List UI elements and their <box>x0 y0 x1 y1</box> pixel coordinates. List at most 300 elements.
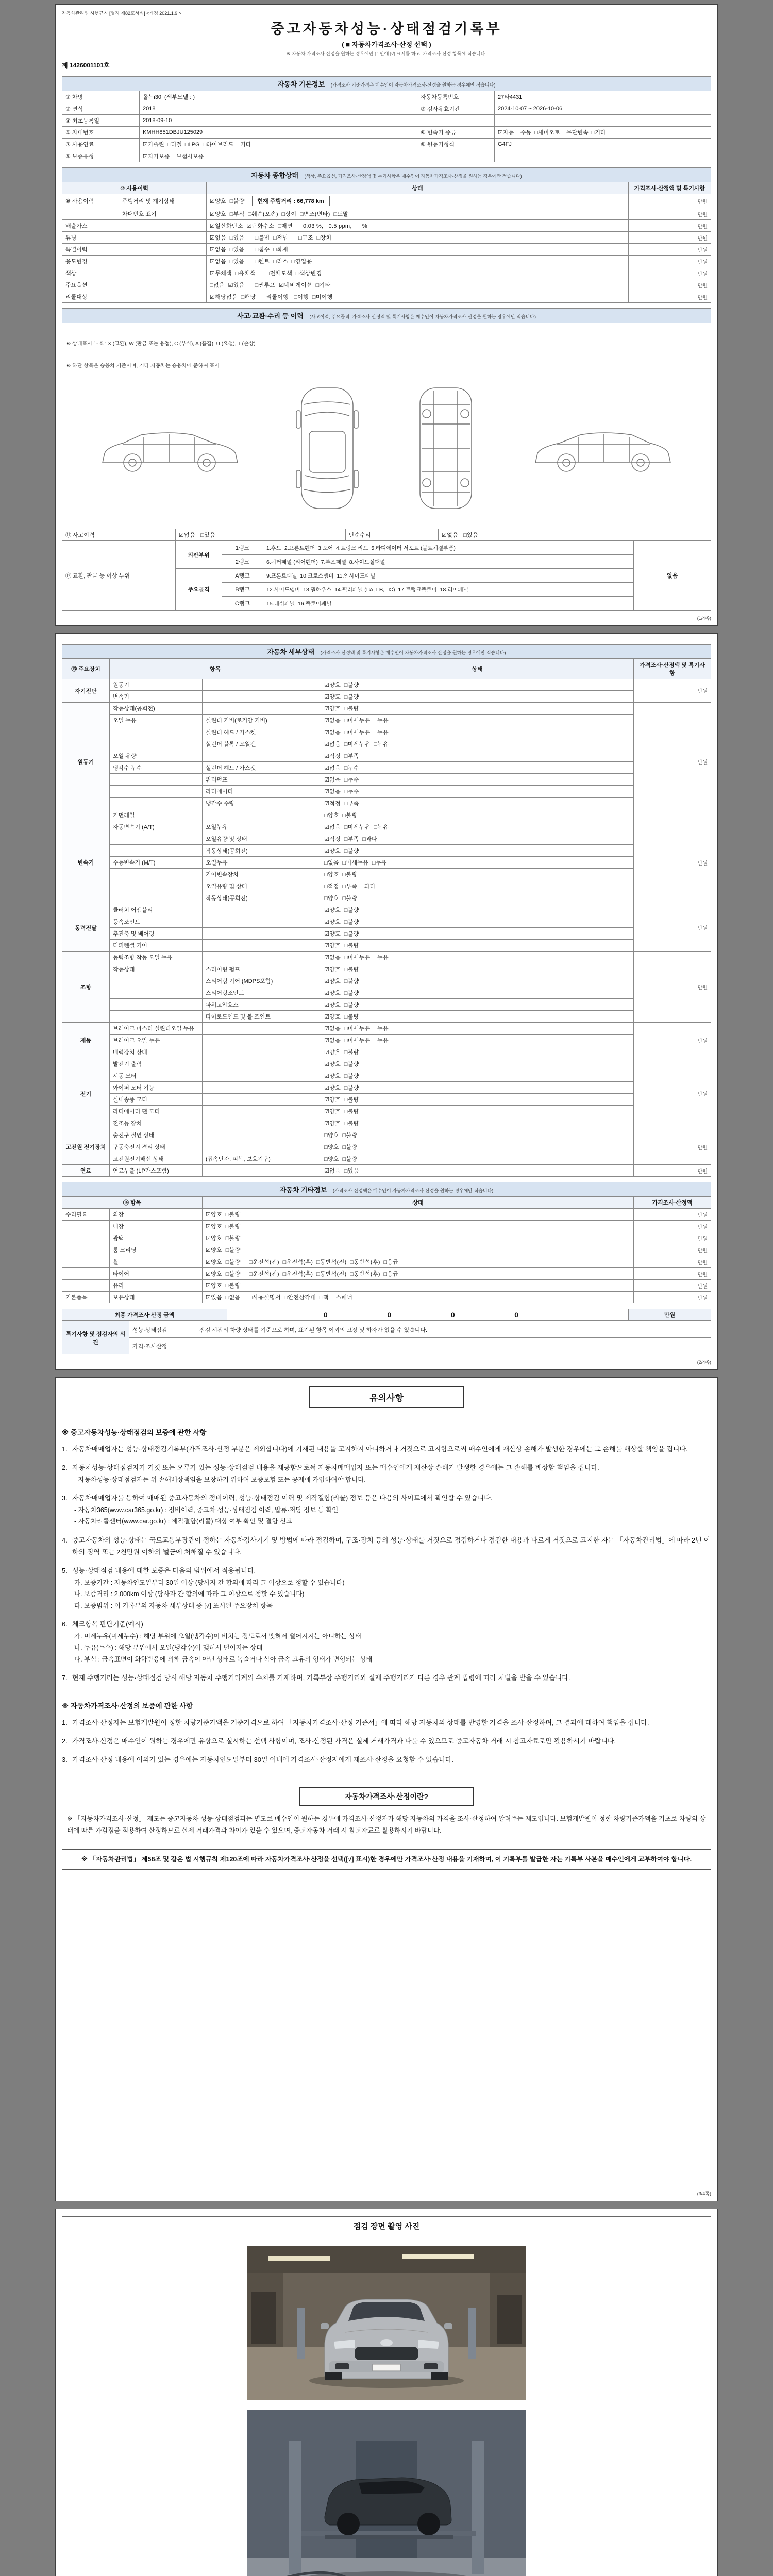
table-row <box>62 139 711 150</box>
table-row <box>110 916 634 928</box>
item-label: 구동축전지 격리 상태 <box>110 1141 203 1153</box>
notice-item-text: 자동차매매업자는 성능·상태점검기록부(가격조사·산정 부분은 제외합니다)에 기재된 내용을 고지하지 아니하거나 거짓으로 고지함으로써 매수인에게 재산상 손해가 발생한 경우에는 그 손해를 배상할 책임을 집니다. <box>72 1445 688 1453</box>
part-label: 작동상태(공회전) <box>203 892 321 904</box>
car-diagram-top-body <box>289 384 366 513</box>
field-value: G4FJ <box>495 139 711 150</box>
table-row <box>62 256 711 267</box>
status-cell: ☑양호 □불량 <box>321 1046 634 1058</box>
part-label: 실린더 커버(로커암 커버) <box>203 715 321 726</box>
accident-history-label: ⑪ 사고이력 <box>62 529 176 541</box>
category-label: 기본품목 <box>62 1292 110 1303</box>
status-cell <box>207 194 629 208</box>
device-group <box>62 1023 711 1058</box>
notice-item-text: 가격조사·산정은 매수인이 원하는 경우에만 유상으로 실시하는 선택 사항이며, 조사·산정된 가격은 실제 거래가격과 다를 수 있으므로 중고자동차 거래 시 참고자료로만 활용하시기 바랍니다. <box>72 1737 616 1745</box>
part-label <box>203 679 321 691</box>
notice-section1-title: ※ 중고자동차성능·상태점검의 보증에 관한 사항 <box>62 1429 207 1436</box>
device-group <box>62 703 711 821</box>
checkbox-group: ☑무채색 □유채색 □전체도색 □색상변경 <box>210 270 322 277</box>
category-label: 배출가스 <box>62 220 119 232</box>
rank-parts: 12.사이드멤버 13.휠하우스 14.필러패널 (□A, □B, □C) 17.트렁크플로어 18.리어패널 <box>263 583 634 597</box>
section-etc-note: (가격조사·산정액은 매수인이 자동차가격조사·산정을 원하는 경우에만 적습니다) <box>332 1188 494 1193</box>
status-cell: ☑적정 □부족 <box>321 750 634 762</box>
part-label <box>203 691 321 703</box>
item-label: 커먼레일 <box>110 809 203 821</box>
exchange-group-column <box>176 541 222 611</box>
table-row <box>62 232 711 244</box>
item-label: 오일 누유 <box>110 715 203 726</box>
item-label <box>110 845 203 857</box>
device-items <box>110 904 634 952</box>
table-row <box>62 1268 711 1280</box>
field-label: ② 연식 <box>62 103 140 115</box>
item-label: 고전원전기배선 상태 <box>110 1153 203 1165</box>
device-name: 고전원 전기장치 <box>62 1129 110 1165</box>
status-cell: ☑양호 □불량 <box>203 1280 634 1292</box>
category-label <box>62 1268 110 1280</box>
part-label: 실린더 블록 / 오일팬 <box>203 738 321 750</box>
part-label <box>203 1141 321 1153</box>
item-label: 타이어 <box>110 1268 203 1280</box>
table-row <box>110 1094 634 1106</box>
price-cell: 만원 <box>634 703 711 821</box>
table-row <box>110 904 634 916</box>
sub-label <box>119 267 207 279</box>
price-cell: 만원 <box>629 291 711 303</box>
item-label: 등속조인트 <box>110 916 203 928</box>
notice-item-number: 7. <box>62 1674 68 1682</box>
accident-history-status: ☑없음 □있음 <box>176 529 346 541</box>
part-label: 실린더 헤드 / 가스켓 <box>203 726 321 738</box>
notice-item-main <box>62 1717 711 1728</box>
item-label: 변속기 <box>110 691 203 703</box>
part-label: 라디에이터 <box>203 786 321 798</box>
notice-title: 유의사항 <box>309 1386 464 1408</box>
table-header-row <box>62 182 711 194</box>
price-cell: 만원 <box>629 267 711 279</box>
price-cell: 만원 <box>634 1023 711 1058</box>
status-cell: □적정 □부족 □과다 <box>321 880 634 892</box>
table-row <box>110 715 634 726</box>
column-header-price: 가격조사·산정액 및 특기사항 <box>634 659 711 679</box>
sub-label: 주행거리 및 계기상태 <box>119 194 207 208</box>
section-basic-header <box>62 76 711 91</box>
table-header-row <box>62 1197 711 1209</box>
simple-repair-status: ☑없음 □있음 <box>439 529 711 541</box>
table-row <box>222 569 634 583</box>
item-label <box>110 892 203 904</box>
table-row <box>110 1070 634 1082</box>
notice-item-number: 2. <box>62 1464 68 1472</box>
table-row <box>110 1023 634 1035</box>
rank-label: 1랭크 <box>222 541 263 555</box>
status-cell: ☑없음 □미세누유 □누유 <box>321 952 634 963</box>
opinion-block <box>62 1321 711 1354</box>
notice-item <box>62 1754 711 1766</box>
section-etc-title: 자동차 기타정보 <box>279 1186 327 1194</box>
law-note: 자동차관리법 시행규칙 [별지 제82호서식] <개정 2021.1.9.> <box>62 11 182 16</box>
page-2 <box>55 633 718 1370</box>
status-cell: ☑양호 □불량 <box>321 1058 634 1070</box>
table-row <box>110 845 634 857</box>
item-label <box>110 1011 203 1023</box>
table-row <box>110 940 634 952</box>
device-items <box>110 1129 634 1165</box>
category-label: 색상 <box>62 267 119 279</box>
status-cell: ☑양호 □불량 <box>321 1106 634 1117</box>
table-row <box>110 750 634 762</box>
notice-item-number: 1. <box>62 1718 68 1726</box>
part-label: 스티어링조인트 <box>203 987 321 999</box>
status-cell: ☑양호 □불량 □운전석(전) □운전석(후) □동반석(전) □동반석(후) □응급 <box>203 1256 634 1268</box>
table-row <box>62 115 711 127</box>
group-main-frame: 주요골격 <box>176 569 222 611</box>
item-label <box>110 999 203 1011</box>
table-row <box>62 1256 711 1268</box>
status-cell: ☑양호 □불량 <box>321 999 634 1011</box>
rank-rows <box>222 541 634 611</box>
notice-sub-item: - 자동차365(www.car365.go.kr) : 정비이력, 중고차 성능·상태점검 이력, 압류·저당 정보 등 확인 <box>74 1506 339 1514</box>
field-label <box>417 150 495 162</box>
price-cell: 만원 <box>629 256 711 267</box>
item-label: 디퍼렌셜 기어 <box>110 940 203 952</box>
part-label: 오일유량 및 상태 <box>203 880 321 892</box>
section-basic-title: 자동차 기본정보 <box>277 80 325 88</box>
accident-history-row <box>62 529 711 541</box>
field-label: ⑦ 사용연료 <box>62 139 140 150</box>
column-header-use: ⑩ 사용이력 <box>62 182 207 194</box>
device-name: 원동기 <box>62 703 110 821</box>
notice-item-text: 자동차매매업자를 통하여 매매된 중고자동차의 정비이력, 성능·상태점검 이력 및 제작결함(리콜) 정보 등은 다음의 사이트에서 확인할 수 있습니다. <box>72 1494 493 1502</box>
device-items <box>110 1023 634 1058</box>
rank-parts: 6.쿼터패널 (리어휀더) 7.루프패널 8.사이드실패널 <box>263 555 634 569</box>
status-cell: □양호 □불량 <box>321 869 634 880</box>
notice-item-main <box>62 1534 711 1558</box>
notice-item-number: 3. <box>62 1494 68 1502</box>
status-cell: ☑양호 □불량 <box>321 963 634 975</box>
final-price-label: 최종 가격조사·산정 금액 <box>62 1309 227 1321</box>
notice-item-text: 가격조사·산정 내용에 이의가 있는 경우에는 자동차인도일부터 30일 이내에 가격조사·산정자에게 재조사·산정을 요청할 수 있습니다. <box>72 1756 453 1764</box>
price-cell: 만원 <box>634 821 711 904</box>
table-row <box>62 127 711 139</box>
status-cell: □양호 □불량 <box>321 1153 634 1165</box>
table-row <box>62 1221 711 1232</box>
device-name: 전기 <box>62 1058 110 1129</box>
field-value: 2018-09-10 <box>140 115 417 127</box>
notice-item-subs <box>62 1631 711 1666</box>
item-label: 자동변속기 (A/T) <box>110 821 203 833</box>
status-cell <box>207 256 629 267</box>
device-name: 동력전달 <box>62 904 110 952</box>
checkbox-group: ☑해당없음 □해당 리콜이행 □이행 □미이행 <box>210 294 333 300</box>
table-row <box>110 726 634 738</box>
table-row <box>110 762 634 774</box>
table-row <box>110 1011 634 1023</box>
checkbox-group: ☑일산화탄소 ☑탄화수소 □매연 0.03 %, 0.5 ppm, % <box>210 223 367 229</box>
notice-item-main <box>62 1735 711 1747</box>
category-label: 수리필요 <box>62 1209 110 1221</box>
device-items <box>110 821 634 904</box>
notice-item-main <box>62 1462 711 1473</box>
notice-sub-item: - 자동차성능·상태점검자는 위 손해배상책임을 보장하기 위하여 보증보험 또는 공제에 가입하여야 합니다. <box>74 1476 366 1483</box>
part-label <box>203 1094 321 1106</box>
page-1 <box>55 4 718 626</box>
category-label: 주요옵션 <box>62 279 119 291</box>
exchange-row <box>62 541 711 611</box>
notice-item-subs <box>62 1504 711 1528</box>
notice-final-note: ※ 「자동차관리법」 제58조 및 같은 법 시행규칙 제120조에 따라 자동차가격조사·산정을 선택([√] 표시)한 경우에만 가격조사·산정 내용을 기재하며, 이 기록부를 발급한 자는 기록부 사본을 매수인에게 교부하여야 합니다. <box>62 1849 711 1870</box>
notice-item <box>62 1672 711 1684</box>
item-label: 연료누출 (LP가스포함) <box>110 1165 203 1177</box>
table-row <box>110 1153 634 1165</box>
price-cell: 만원 <box>629 208 711 220</box>
detail-table <box>62 659 711 1177</box>
part-label: 타이로드엔드 및 볼 조인트 <box>203 1011 321 1023</box>
table-row <box>222 583 634 597</box>
item-label: 냉각수 누수 <box>110 762 203 774</box>
status-cell: ☑없음 □미세누유 □누유 <box>321 715 634 726</box>
table-row <box>110 1106 634 1117</box>
table-row <box>222 555 634 569</box>
notice-item-main <box>62 1672 711 1684</box>
price-survey-box-title: 자동차가격조사·산정이란? <box>299 1787 474 1806</box>
notice-item-text: 가격조사·산정자는 보험개발원이 정한 차량기준가액을 기준가격으로 하여 「자동차가격조사·산정 기준서」에 따라 해당 자동차의 상태를 반영한 가격을 조사·산정하며, 그 결과에 대하여 책임을 집니다. <box>72 1718 649 1726</box>
field-label: ⑨ 보증유형 <box>62 150 140 162</box>
status-cell: ☑양호 □불량 <box>321 1094 634 1106</box>
notice-item-main <box>62 1565 711 1577</box>
opinion-row-text <box>196 1338 711 1354</box>
item-label <box>110 975 203 987</box>
item-label: 휠 <box>110 1256 203 1268</box>
opinion-header: 특기사항 및 점검자의 의견 <box>62 1321 129 1354</box>
notice-list-1 <box>62 1443 711 1691</box>
section-accident-note: (사고이력, 주요골격, 가격조사·산정액 및 특기사항은 매수인이 자동차가격조사·산정을 원하는 경우에만 적습니다) <box>309 314 536 319</box>
opinion-table <box>62 1321 711 1354</box>
table-row <box>110 963 634 975</box>
item-label: 내장 <box>110 1221 203 1232</box>
status-cell: ☑양호 □불량 <box>321 904 634 916</box>
field-value: 2024-10-07 ~ 2026-10-06 <box>495 103 711 115</box>
diagram-cell <box>62 323 711 529</box>
page-title: 중고자동차성능·상태점검기록부 <box>271 21 502 37</box>
field-label <box>417 115 495 127</box>
checkbox-group: ☑없음 □있음 □불법 □적법 □구조 □장치 <box>210 235 332 241</box>
status-cell: ☑없음 □누수 <box>321 774 634 786</box>
field-value: 올뉴i30 (세부모델 : ) <box>140 91 417 103</box>
status-cell <box>207 232 629 244</box>
part-label <box>203 1106 321 1117</box>
summary-table <box>62 182 711 303</box>
table-row <box>110 691 634 703</box>
part-label <box>203 1070 321 1082</box>
item-label: 수동변속기 (M/T) <box>110 857 203 869</box>
final-price-value: 0 0 0 0 <box>227 1309 629 1321</box>
field-value: KMHH851DBJU125029 <box>140 127 417 139</box>
category-label <box>62 208 119 220</box>
final-price-unit: 만원 <box>629 1309 711 1321</box>
opinion-row-label: 가격·조사산정 <box>129 1338 196 1354</box>
price-cell: 만원 <box>629 279 711 291</box>
table-row <box>110 833 634 845</box>
field-value <box>495 150 711 162</box>
outer-panel-ranks <box>222 541 634 569</box>
table-row <box>110 786 634 798</box>
sub-label <box>119 291 207 303</box>
item-label <box>110 798 203 809</box>
item-label: 오일 유량 <box>110 750 203 762</box>
summary-rows <box>62 194 711 303</box>
notice-sub-item: - 자동차리콜센터(www.car.go.kr) : 제작결함(리콜) 대상 여부 확인 및 결함 신고 <box>74 1518 293 1526</box>
part-label <box>203 1129 321 1141</box>
table-row <box>110 857 634 869</box>
accident-table <box>62 323 711 611</box>
simple-repair-label: 단순수리 <box>346 529 439 541</box>
notice-section2-title: ※ 자동차가격조사·산정의 보증에 관한 사항 <box>62 1702 193 1710</box>
notice-item <box>62 1618 711 1665</box>
table-row <box>62 267 711 279</box>
status-cell <box>207 279 629 291</box>
final-price-table <box>62 1309 711 1321</box>
section-etc-header <box>62 1182 711 1197</box>
table-row <box>110 798 634 809</box>
table-row <box>110 679 634 691</box>
status-cell: ☑양호 □불량 <box>203 1209 634 1221</box>
column-header-status: 상태 <box>207 182 629 194</box>
table-row <box>62 1244 711 1256</box>
part-label <box>203 1165 321 1177</box>
price-cell: 만원 <box>629 194 711 208</box>
table-row <box>62 150 711 162</box>
status-cell: ☑양호 □불량 <box>321 703 634 715</box>
etc-table <box>62 1197 711 1303</box>
sub-label: 차대번호 표기 <box>119 208 207 220</box>
sub-label <box>119 220 207 232</box>
part-label <box>203 916 321 928</box>
status-cell: ☑없음 □누수 <box>321 786 634 798</box>
page-marker: (2/4쪽) <box>697 1360 711 1365</box>
car-diagrams <box>66 382 707 514</box>
table-row <box>110 952 634 963</box>
item-label: 라디에이터 팬 모터 <box>110 1106 203 1117</box>
category-label: 튜닝 <box>62 232 119 244</box>
part-label <box>203 1058 321 1070</box>
status-cell: ☑양호 □불량 <box>321 940 634 952</box>
page-subtitle-note: ※ 자동차 가격조사·산정을 원하는 경우에만 [ ] 안에 [√] 표시를 하고, 가격조사·산정 항목에 적습니다. <box>287 51 486 56</box>
category-label: 리콜대상 <box>62 291 119 303</box>
table-row <box>222 597 634 611</box>
table-row <box>110 987 634 999</box>
price-cell: 만원 <box>634 904 711 952</box>
item-label <box>110 880 203 892</box>
section-summary-title: 자동차 종합상태 <box>251 172 298 179</box>
document-number: 제 1426001101호 <box>62 62 110 69</box>
category-label <box>62 1256 110 1268</box>
part-label: 실린더 헤드 / 가스켓 <box>203 762 321 774</box>
notice-item-text: 성능·상태점검 내용에 대한 보증은 다음의 범위에서 적용됩니다. <box>72 1567 256 1575</box>
table-row <box>110 999 634 1011</box>
table-row <box>110 809 634 821</box>
group-outer-panel: 외판부위 <box>176 541 222 569</box>
page-4 <box>55 2209 718 2576</box>
status-code-legend: ※ 상태표시 부호 : X (교환), W (판금 또는 용접), C (부식), A (흠집), U (요철), T (손상) <box>66 341 256 347</box>
price-cell: 만원 <box>634 679 711 703</box>
item-label <box>110 738 203 750</box>
device-name: 조향 <box>62 952 110 1023</box>
field-label: 자동차등록번호 <box>417 91 495 103</box>
part-label <box>203 1023 321 1035</box>
status-cell: ☑없음 □누수 <box>321 762 634 774</box>
item-label: 클러치 어셈블리 <box>110 904 203 916</box>
notice-list-2 <box>62 1717 711 1773</box>
table-row <box>62 1232 711 1244</box>
part-label <box>203 904 321 916</box>
item-label: 전조등 장치 <box>110 1117 203 1129</box>
part-label: 워터펌프 <box>203 774 321 786</box>
notice-item <box>62 1534 711 1558</box>
part-label: 기어변속장치 <box>203 869 321 880</box>
table-row <box>110 1046 634 1058</box>
status-cell: ☑양호 □불량 <box>321 845 634 857</box>
status-cell <box>207 244 629 256</box>
section-detail-title: 자동차 세부상태 <box>267 648 315 656</box>
status-cell: ☑양호 □불량 <box>321 975 634 987</box>
status-cell: □양호 □불량 <box>321 892 634 904</box>
notice-item <box>62 1717 711 1728</box>
exchange-label: ⑫ 교환, 판금 등 이상 부위 <box>62 541 176 611</box>
notice-item-number: 6. <box>62 1620 68 1629</box>
status-cell: ☑양호 □불량 <box>321 928 634 940</box>
table-row <box>110 738 634 750</box>
item-label <box>110 726 203 738</box>
notice-item-number: 4. <box>62 1536 68 1544</box>
item-label: 충전구 절연 상태 <box>110 1129 203 1141</box>
item-label: 작동상태 <box>110 963 203 975</box>
notice-item-number: 1. <box>62 1445 68 1453</box>
etc-rows <box>62 1209 711 1303</box>
notice-item <box>62 1492 711 1527</box>
part-label: 냉각수 수량 <box>203 798 321 809</box>
status-cell: ☑적정 □부족 □과다 <box>321 833 634 845</box>
price-cell: 만원 <box>634 952 711 1023</box>
status-cell <box>207 208 629 220</box>
field-value: ☑자가보증 □보험사보증 <box>140 150 417 162</box>
field-value: ☑자동 □수동 □세미오토 □무단변속 □기타 <box>495 127 711 139</box>
sub-label <box>119 232 207 244</box>
price-cell: 만원 <box>634 1292 711 1303</box>
item-label <box>110 833 203 845</box>
status-cell: ☑양호 □불량 <box>321 1082 634 1094</box>
checkbox-group: ☑없음 □있음 □렌트 □리스 □영업용 <box>210 259 312 265</box>
status-cell: ☑적정 □부족 <box>321 798 634 809</box>
column-header-item: 항목 <box>110 659 321 679</box>
notice-item <box>62 1462 711 1485</box>
status-cell: ☑양호 □불량 <box>203 1232 634 1244</box>
item-label <box>110 774 203 786</box>
table-row <box>129 1338 711 1354</box>
table-row <box>62 208 711 220</box>
notice-item-text: 체크항목 판단기준(예시) <box>72 1620 143 1629</box>
table-row <box>62 1209 711 1221</box>
item-label: 작동상태(공회전) <box>110 703 203 715</box>
device-group <box>62 952 711 1023</box>
notice-item-subs <box>62 1474 711 1486</box>
part-label <box>203 1082 321 1094</box>
table-row <box>110 1082 634 1094</box>
device-group <box>62 1129 711 1165</box>
notice-item <box>62 1443 711 1455</box>
device-group <box>62 904 711 952</box>
part-label <box>203 940 321 952</box>
notice-sub-item: 나. 누유(누수) : 해당 부위에서 오일(냉각수)이 맺혀서 떨어지는 상태 <box>74 1644 263 1652</box>
